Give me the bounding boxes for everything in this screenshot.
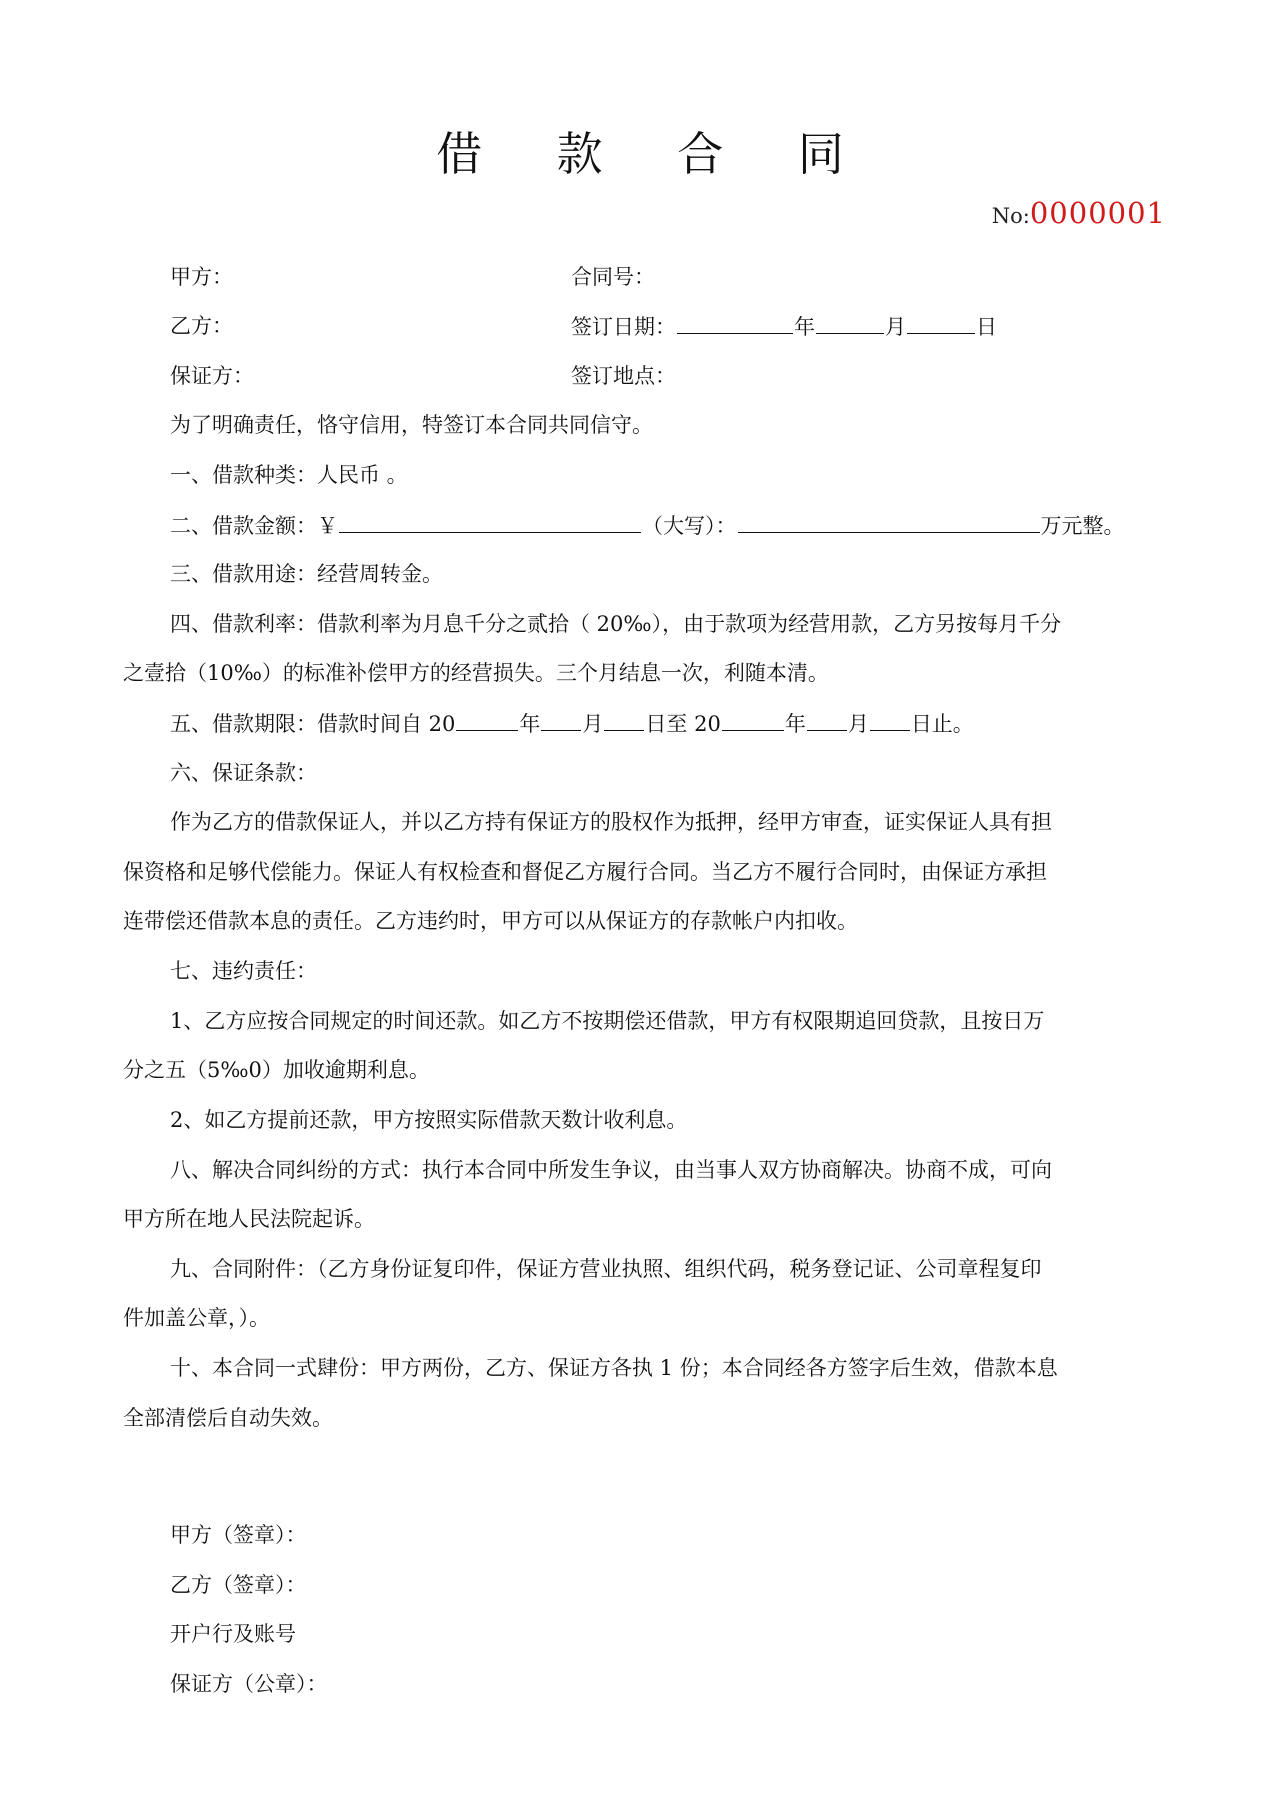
doc-number-prefix: No:: [991, 204, 1030, 228]
bank-account-label: 开户行及账号: [170, 1622, 296, 1646]
clause-6-heading: 六、保证条款：: [170, 761, 317, 785]
year-blank: [677, 311, 793, 334]
start-day-blank: [604, 708, 644, 731]
clause-7-heading: 七、违约责任：: [170, 959, 317, 983]
clause-2: [170, 510, 1125, 541]
month-blank: [816, 311, 884, 334]
guarantor-label: 保证方：: [170, 364, 254, 388]
clause-4-line2: 之壹拾（10‰）的标准补偿甲方的经营损失。三个月结息一次，利随本清。: [123, 661, 829, 685]
clause-7-item1-line1: 1、乙方应按合同规定的时间还款。如乙方不按期偿还借款，甲方有权限期追回贷款，且按日万: [170, 1009, 1045, 1033]
doc-number-value: 0000001: [1029, 196, 1166, 230]
party-b-label: 乙方：: [170, 314, 233, 338]
sign-date-label: 签订日期：: [571, 315, 676, 339]
clause-2-end: 万元整。: [1040, 514, 1125, 538]
clause-8-line1: 八、解决合同纠纷的方式：执行本合同中所发生争议，由当事人双方协商解决。协商不成，可向: [170, 1158, 1052, 1182]
start-year-blank: [456, 708, 518, 731]
sign-date-row: [571, 311, 997, 342]
start-month-blank: [541, 708, 581, 731]
day-label: 日: [976, 315, 997, 339]
clause-8-line2: 甲方所在地人民法院起诉。: [123, 1207, 375, 1231]
sign-place-label: 签订地点：: [571, 364, 676, 388]
clause-10-line1: 十、本合同一式肆份：甲方两份，乙方、保证方各执 1 份；本合同经各方签字后生效，借款本息: [170, 1356, 1058, 1380]
start-year-label: 年: [519, 712, 541, 736]
clause-1: 一、借款种类：人民币 。: [170, 463, 408, 487]
signature-party-b: 乙方（签章）：: [170, 1573, 307, 1597]
page-title: 借 款 合 同: [436, 127, 874, 181]
end-suffix: 日止。: [910, 712, 974, 736]
end-day-blank: [870, 708, 910, 731]
end-prefix: 日至 20: [645, 712, 721, 736]
end-year-label: 年: [784, 712, 806, 736]
clause-2-mid: （大写）：: [642, 514, 737, 538]
day-blank: [907, 311, 975, 334]
signature-party-a: 甲方（签章）：: [170, 1523, 307, 1547]
clause-10-line2: 全部清偿后自动失效。: [123, 1406, 333, 1430]
clause-6-line3: 连带偿还借款本息的责任。乙方违约时，甲方可以从保证方的存款帐户内扣收。: [123, 909, 858, 933]
intro-text: 为了明确责任，恪守信用，特签订本合同共同信守。: [170, 413, 653, 437]
year-label: 年: [794, 315, 815, 339]
doc-number: [992, 196, 1166, 230]
amount-blank: [339, 510, 641, 533]
clause-7-item1-line2: 分之五（5‰0）加收逾期利息。: [123, 1058, 430, 1082]
clause-9-line2: 件加盖公章，）。: [123, 1306, 270, 1330]
clause-5-start: 五、借款期限：借款时间自 20: [170, 712, 456, 736]
signature-guarantor: 保证方（公章）：: [170, 1672, 328, 1696]
end-month-blank: [807, 708, 847, 731]
contract-no-label: 合同号：: [571, 265, 655, 289]
amount-words-blank: [738, 510, 1040, 533]
end-month-label: 月: [847, 712, 869, 736]
clause-6-line1: 作为乙方的借款保证人，并以乙方持有保证方的股权作为抵押，经甲方审查，证实保证人具有担: [170, 810, 1052, 834]
clause-9-line1: 九、合同附件：（乙方身份证复印件，保证方营业执照、组织代码，税务登记证、公司章程复印: [170, 1257, 1042, 1281]
end-year-blank: [722, 708, 784, 731]
month-label: 月: [885, 315, 906, 339]
party-a-label: 甲方：: [170, 265, 233, 289]
clause-3: 三、借款用途：经营周转金。: [170, 562, 443, 586]
start-month-label: 月: [582, 712, 604, 736]
clause-4-line1: 四、借款利率：借款利率为月息千分之贰拾（ 20‰），由于款项为经营用款，乙方另按每月千分: [170, 612, 1062, 636]
clause-7-item2: 2、如乙方提前还款，甲方按照实际借款天数计收利息。: [170, 1108, 688, 1132]
clause-2-label: 二、借款金额：￥: [170, 514, 338, 538]
clause-6-line2: 保资格和足够代偿能力。保证人有权检查和督促乙方履行合同。当乙方不履行合同时，由保证方承担: [123, 860, 1047, 884]
clause-5: [170, 708, 974, 739]
